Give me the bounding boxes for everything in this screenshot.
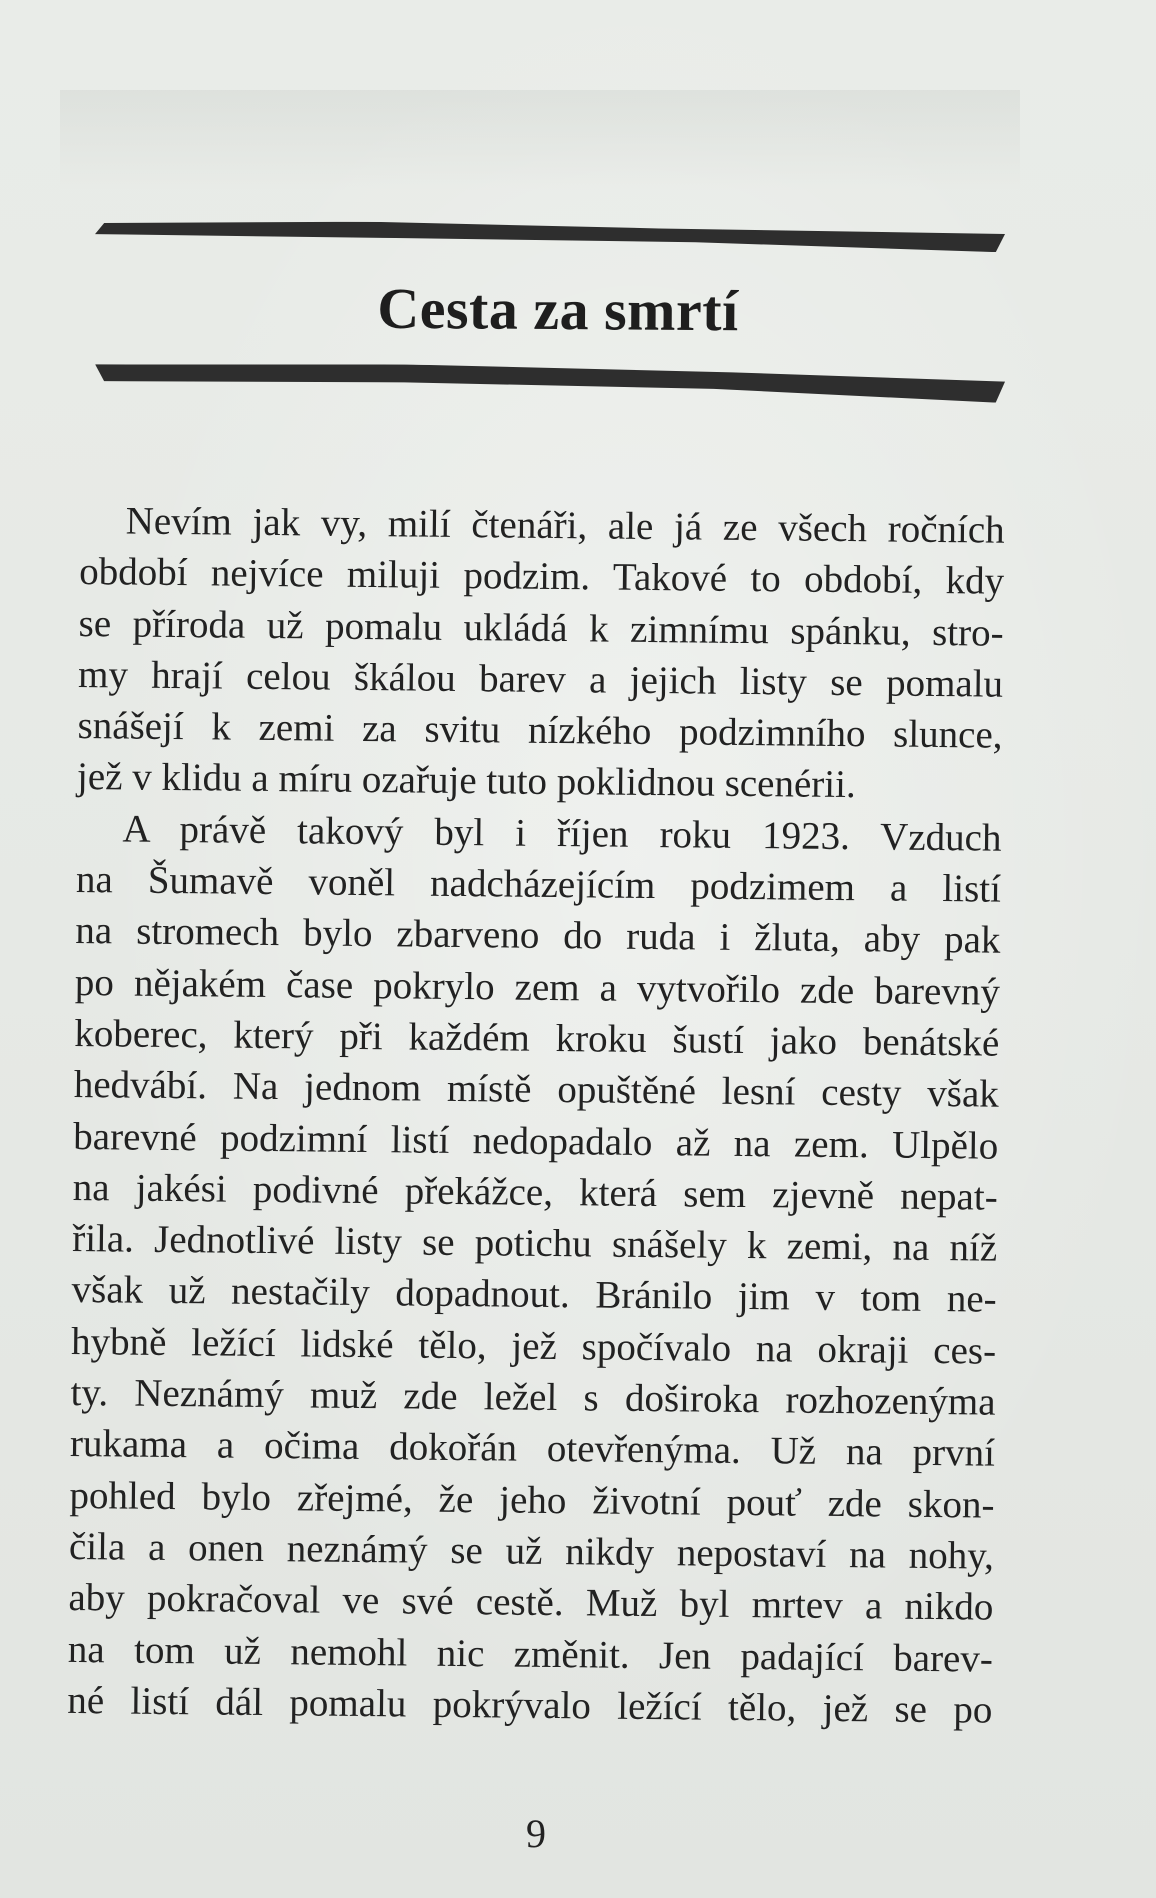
text-line: na jakési podivné překážce, která sem zjevně nepat-	[72, 1165, 998, 1219]
text-line: období nejvíce miluji podzim. Takové to období, kdy	[78, 550, 1005, 603]
text-line: rukama a očima dokořán otevřenýma. Už na první	[69, 1422, 996, 1475]
text-line: na stromech bylo zbarveno do ruda i žluta, aby pak	[75, 909, 1001, 963]
text-line: se příroda už pomalu ukládá k zimnímu spánku, stro-	[78, 601, 1004, 655]
text-line: koberec, který při každém kroku šustí jako benátské	[74, 1011, 1000, 1065]
text-line: barevné podzimní listí nedopadalo až na zem. Ulpělo	[73, 1114, 999, 1168]
text-line: snášejí k zemi za svitu nízkého podzimního slunce,	[77, 704, 1003, 757]
text-line: na tom už nemohl nic změnit. Jen padající barev-	[67, 1627, 994, 1681]
text-line: na Šumavě voněl nadcházejícím podzimem a listí	[75, 858, 1002, 911]
title-rule-bottom	[95, 361, 1005, 403]
text-line: A právě takový byl i říjen roku 1923. Vzduch	[122, 807, 1002, 860]
text-line: pohled bylo zřejmé, že jeho životní pouť zde skon-	[69, 1473, 995, 1527]
text-line: ty. Neznámý muž zde ležel s doširoka rozhozenýma	[70, 1370, 996, 1424]
title-rule-top	[95, 220, 1005, 252]
text-line: hybně ležící lidské tělo, jež spočívalo na okraji ces-	[70, 1319, 997, 1373]
chapter-title: Cesta za smrtí	[377, 275, 739, 344]
text-line: aby pokračoval ve své cestě. Muž byl mrtev a nikdo	[68, 1576, 994, 1629]
text-line: jež v klidu a míru ozařuje tuto poklidnou scenérii.	[76, 755, 856, 807]
show-through-shadow	[60, 90, 1020, 190]
body-text	[67, 495, 1005, 1736]
text-line: hedvábí. Na jednom místě opuštěné lesní cesty však	[73, 1063, 999, 1116]
text-line: po nějakém čase pokrylo zem a vytvořilo zde barevný	[74, 960, 1001, 1014]
text-line: Nevím jak vy, milí čtenáři, ale já ze všech ročních	[125, 499, 1005, 552]
page-number: 9	[526, 1811, 546, 1856]
text-line: řila. Jednotlivé listy se potichu snášely k zemi, na níž	[71, 1217, 998, 1270]
text-line: čila a onen neznámý se už nikdy nepostaví na nohy,	[68, 1524, 995, 1578]
text-line: né listí dál pomalu pokrývalo ležící tělo, jež se po	[67, 1678, 993, 1732]
text-line: my hrají celou škálou barev a jejich listy se pomalu	[77, 652, 1004, 706]
text-line: však už nestačily dopadnout. Bránilo jim v tom ne-	[71, 1268, 997, 1322]
